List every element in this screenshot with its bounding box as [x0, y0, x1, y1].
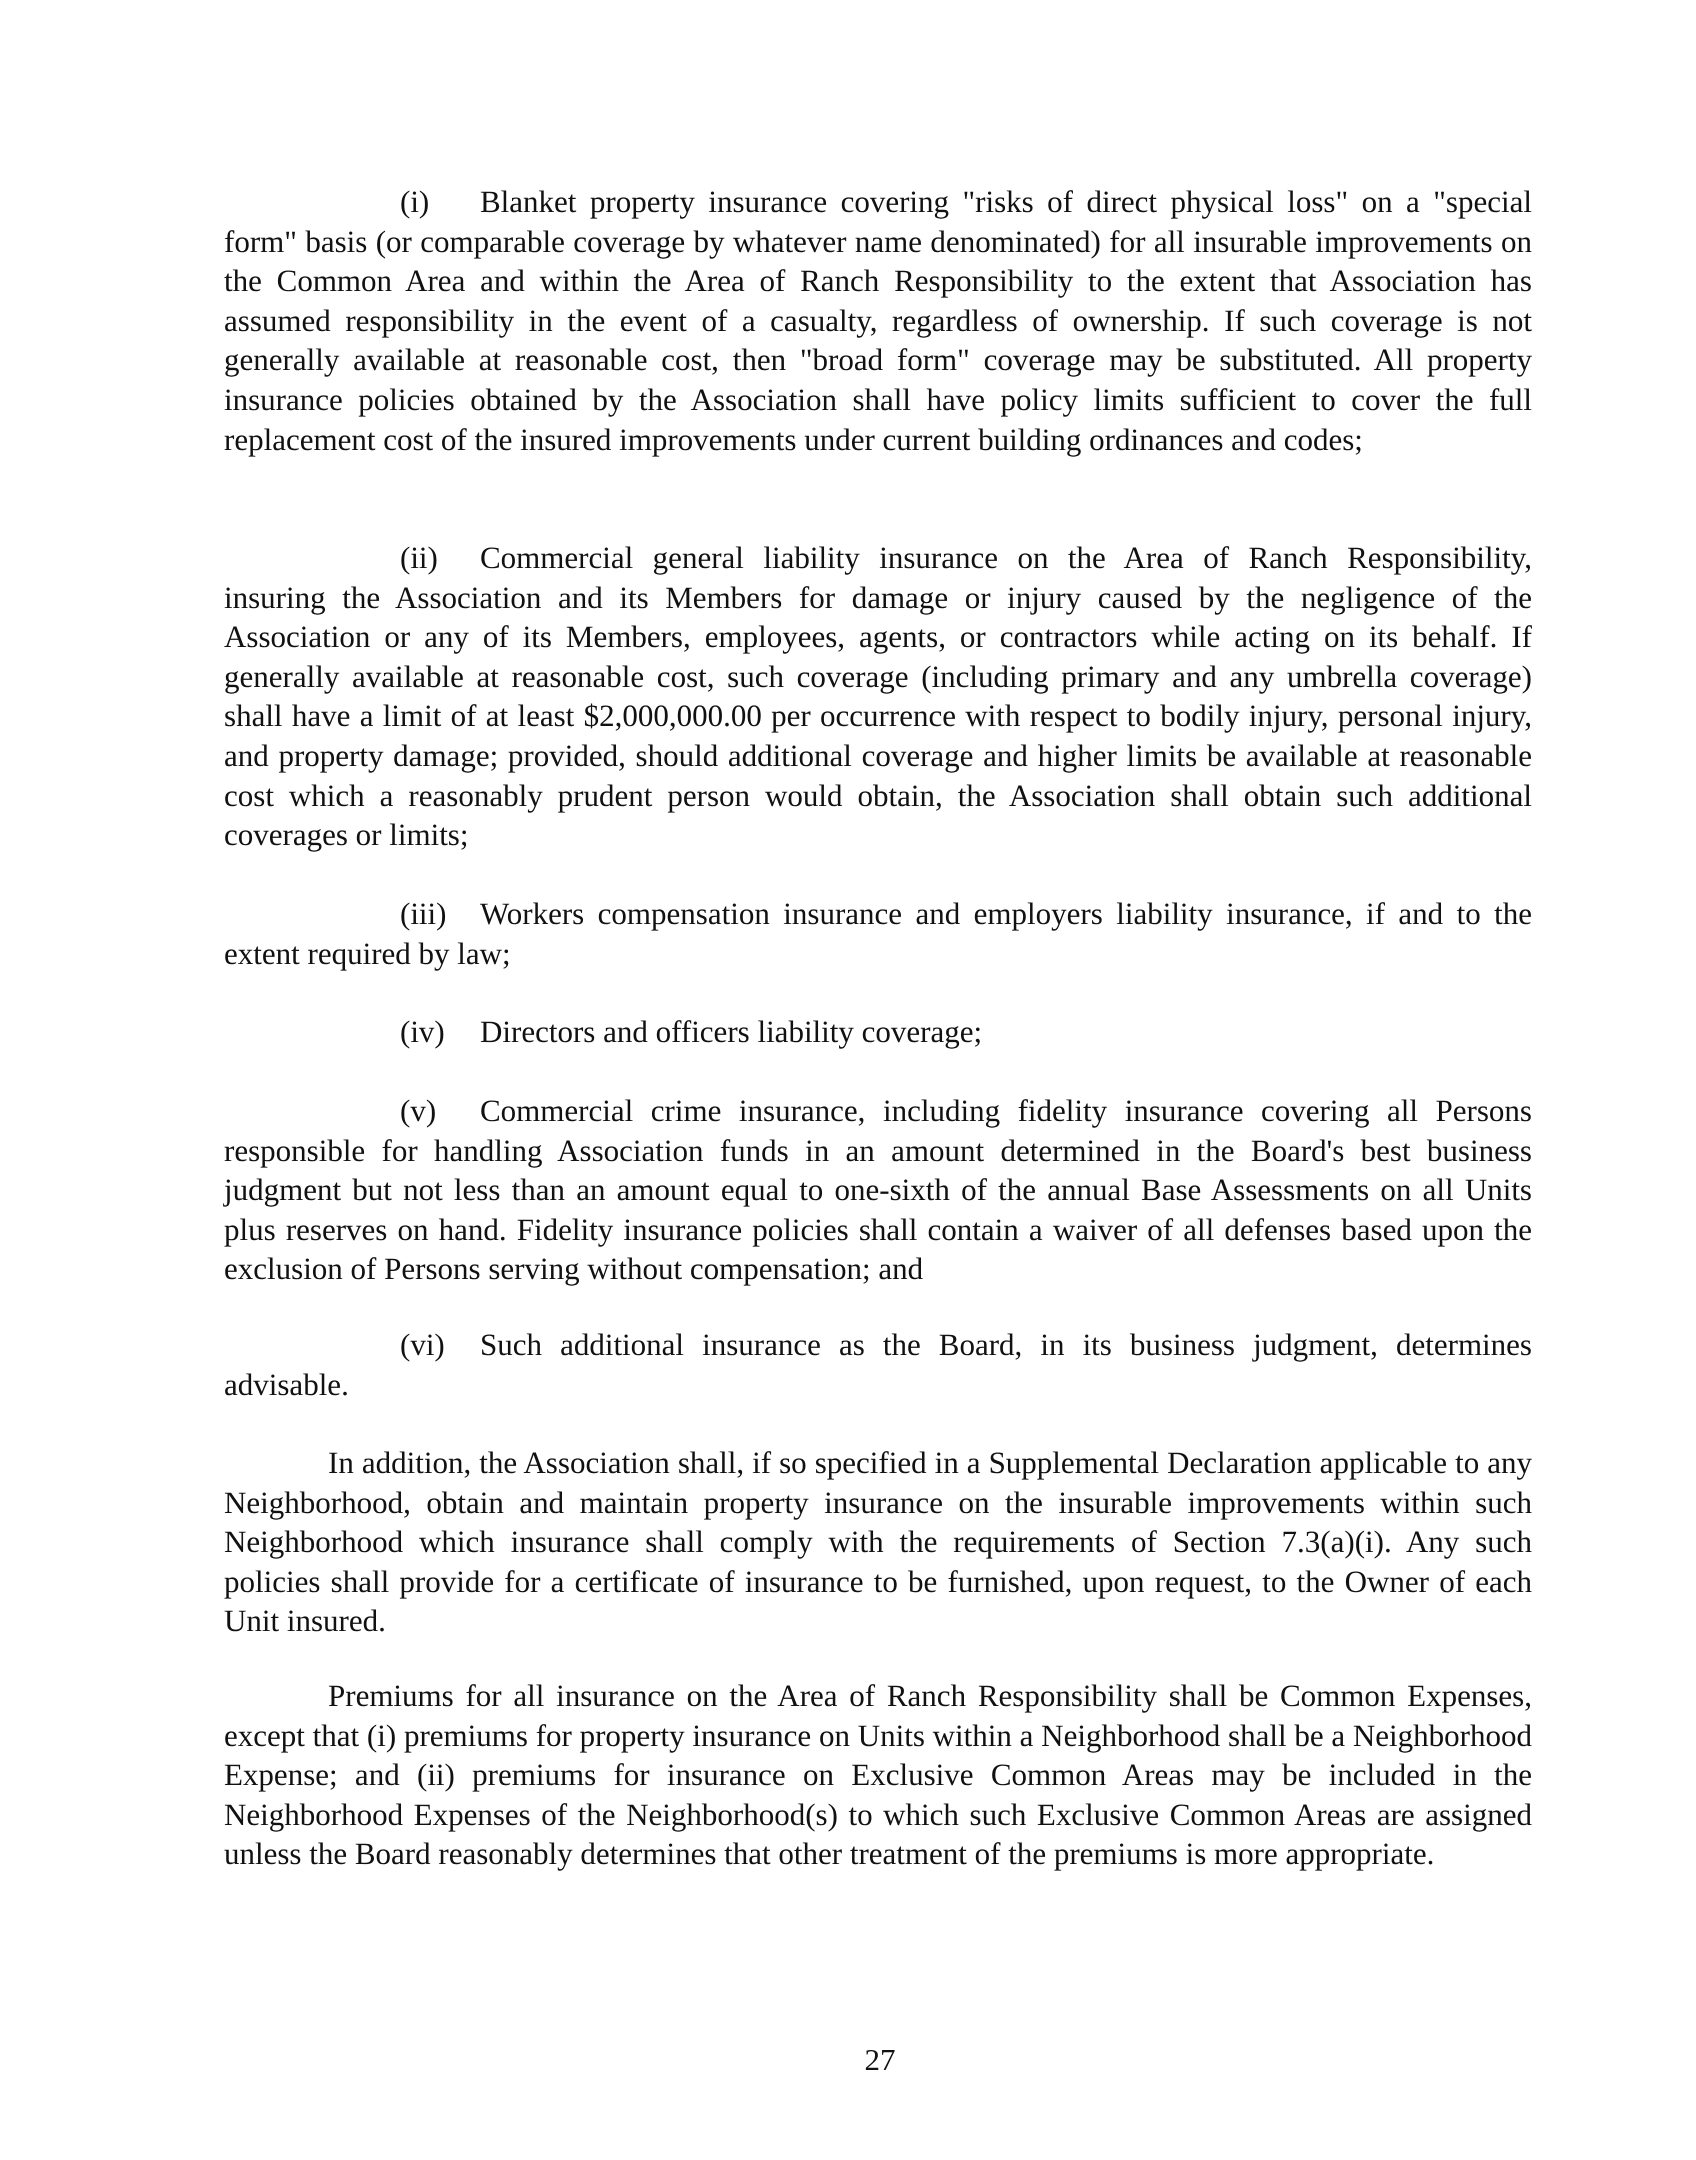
item-text: Such additional insurance as the Board, in its business judgment, determines advisable.: [224, 1327, 1532, 1402]
item-marker: (v): [400, 1093, 437, 1128]
insurance-item-2: [224, 538, 1532, 855]
item-text: Blanket property insurance covering "risks of direct physical loss" on a "special form" basis (or comparable coverage by whatever name denominated) for all insurable improvements on the Common Area and within the Area of Ranch Responsibility to the extent that Association has assumed responsibility in the event of a casualty, regardless of ownership. If such coverage is not generally available at reasonable cost, then "broad form" coverage may be substituted. All property insurance policies obtained by the Association shall have policy limits sufficient to cover the full replacement cost of the insured improvements under current building ordinances and codes;: [224, 184, 1532, 457]
insurance-item-5: [224, 1091, 1532, 1289]
item-marker: (i): [400, 184, 430, 219]
insurance-item-3: [224, 894, 1532, 973]
item-text: Workers compensation insurance and employers liability insurance, if and to the extent required by law;: [224, 896, 1532, 971]
insurance-item-4: [224, 1012, 1532, 1052]
item-marker: (iii): [400, 896, 447, 931]
item-marker: (vi): [400, 1327, 445, 1362]
item-text: Commercial general liability insurance on the Area of Ranch Responsibility, insuring the Association and its Members for damage or injury caused by the negligence of the Association or any of its Members, employees, agents, or contractors while acting on its behalf. If generally available at reasonable cost, such coverage (including primary and any umbrella coverage) shall have a limit of at least $2,000,000.00 per occurrence with respect to bodily injury, personal injury, and property damage; provided, should additional coverage and higher limits be available at reasonable cost which a reasonably prudent person would obtain, the Association shall obtain such additional coverages or limits;: [224, 540, 1532, 853]
premiums-paragraph: Premiums for all insurance on the Area of Ranch Responsibility shall be Common Expenses, except that (i) premiums for property insurance on Units within a Neighborhood shall be a Neighborhood Expense; and (ii) premiums for insurance on Exclusive Common Areas may be included in the Neighborhood Expenses of the Neighborhood(s) to which such Exclusive Common Areas are assigned unless the Board reasonably determines that other treatment of the premiums is more appropriate.: [224, 1678, 1532, 1872]
item-marker: (iv): [400, 1014, 445, 1049]
insurance-item-6: [224, 1325, 1532, 1404]
item-marker: (ii): [400, 540, 438, 575]
item-text: Commercial crime insurance, including fidelity insurance covering all Persons responsible for handling Association funds in an amount determined in the Board's best business judgment but not less than an amount equal to one-sixth of the annual Base Assessments on all Units plus reserves on hand. Fidelity insurance policies shall contain a waiver of all defenses based upon the exclusion of Persons serving without compensation; and: [224, 1093, 1532, 1287]
page-number: 27: [864, 2042, 896, 2077]
item-text: Directors and officers liability coverage;: [480, 1014, 983, 1049]
neighborhood-insurance-paragraph: In addition, the Association shall, if so specified in a Supplemental Declaration applicable to any Neighborhood, obtain and maintain property insurance on the insurable improvements within such Neighborhood which insurance shall comply with the requirements of Section 7.3(a)(i). Any such policies shall provide for a certificate of insurance to be furnished, upon request, to the Owner of each Unit insured.: [224, 1445, 1532, 1639]
insurance-item-1: [224, 182, 1532, 459]
